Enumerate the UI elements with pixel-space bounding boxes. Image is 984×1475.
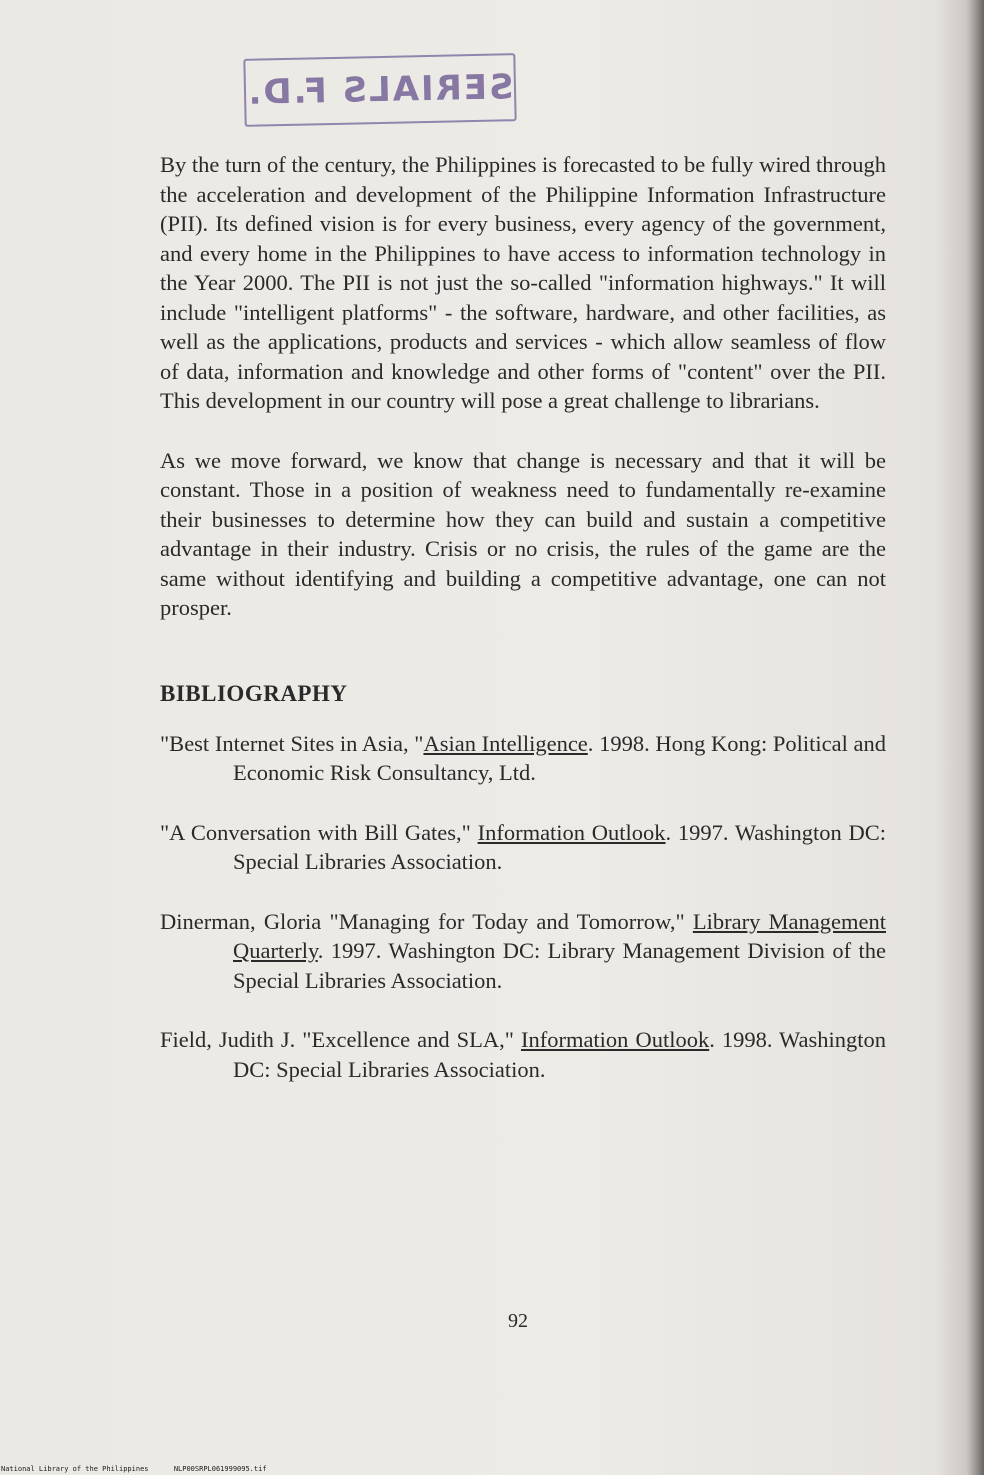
bibliography-entry — [160, 818, 886, 877]
entry-title: Information Outlook — [520, 1027, 710, 1052]
page-number: 92 — [508, 1310, 528, 1332]
bibliography-heading: BIBLIOGRAPHY — [160, 680, 348, 706]
page-edge-shadow — [966, 0, 984, 1475]
bibliography-entry — [160, 729, 886, 788]
bibliography-entry — [160, 1025, 886, 1084]
entry-text: . 1998. Washington DC: Special Libraries Association. — [233, 1027, 886, 1082]
entry-text: Field, Judith J. "Excellence and SLA," — [160, 1027, 521, 1052]
bibliography-entry — [160, 907, 886, 996]
serials-stamp — [243, 53, 516, 127]
scan-footer — [1, 1465, 267, 1473]
entry-text: "A Conversation with Bill Gates," — [160, 819, 478, 845]
footer-library: National Library of the Philippines — [1, 1465, 149, 1473]
paragraph-2: As we move forward, we know that change is necessary and that it will be constant. Those in a position of weakness need to fundamentally re-examine their businesses to determine how they can build and sustain a competitive advantage in their industry. Crisis or no crisis, the rules of the game are the same without identifying and building a competitive advantage, one can not prosper. — [160, 447, 886, 620]
paragraph-1: By the turn of the century, the Philippines is forecasted to be fully wired through the acceleration and development of the Philippine Information Infrastructure (PII). Its defined vision is for every business, every agency of the government, and every home in the Philippines to have access to information technology in the Year 2000. The PII is not just the so-called "information highways." It will include "intelligent platforms" - the software, hardware, and other facilities, as well as the applications, products and services - which allow seamless of flow of data, information and knowledge and other forms of "content" over the PII. This development in our country will pose a great challenge to librarians. — [160, 152, 886, 413]
stamp-text: SERIALS F.D. — [246, 67, 514, 113]
entry-title: Library Management Quarterly — [233, 908, 887, 963]
entry-title: Asian Intelligence — [423, 730, 588, 756]
entry-text: . 1998. Hong Kong: Political and Economic Risk Consultancy, Ltd. — [233, 730, 887, 785]
entry-text: Dinerman, Gloria "Managing for Today and Tomorrow," — [160, 908, 693, 934]
footer-filename: NLP00SRPL061999095.tif — [173, 1465, 267, 1473]
page-content — [160, 150, 886, 1114]
entry-title: Information Outlook — [477, 819, 666, 845]
entry-text: . 1997. Washington DC: Special Libraries Association. — [233, 819, 886, 874]
entry-text: "Best Internet Sites in Asia, " — [160, 730, 424, 756]
entry-text: . 1997. Washington DC: Library Management Division of the Special Libraries Association. — [233, 938, 886, 993]
